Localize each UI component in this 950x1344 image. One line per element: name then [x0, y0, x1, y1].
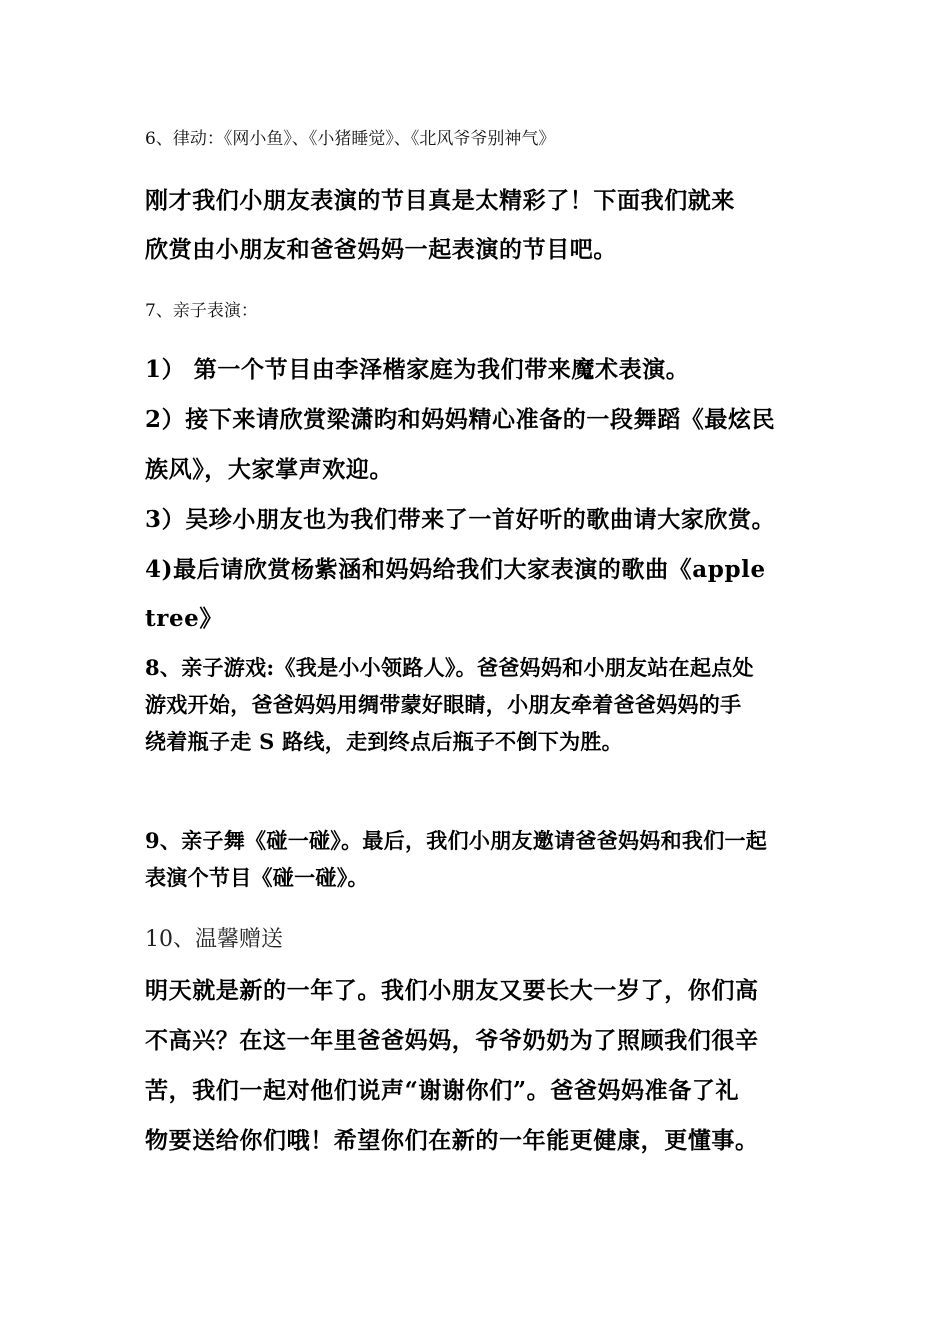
item-8-line-3: 绕着瓶子走 S 路线，走到终点后瓶子不倒下为胜。: [145, 729, 623, 754]
item-7-line-4: 3）吴珍小朋友也为我们带来了一首好听的歌曲请大家欣赏。: [145, 506, 776, 533]
item-7-line-3: 族风》，大家掌声欢迎。: [145, 456, 394, 483]
item-9-line-2: 表演个节目《碰一碰》。: [145, 865, 369, 890]
item-10-line-2: 不高兴？在这一年里爸爸妈妈，爷爷奶奶为了照顾我们很辛: [145, 1027, 759, 1054]
item-7-line-2: 2）接下来请欣赏梁潇昀和妈妈精心准备的一段舞蹈《最炫民: [145, 406, 776, 433]
item-8-line-1: 8、亲子游戏:《我是小小领路人》。爸爸妈妈和小朋友站在起点处: [145, 655, 754, 680]
item-6-rhythm: 6、律动：《网小鱼》、《小猪睡觉》、《北风爷爷别神气》: [145, 129, 556, 149]
item-7-line-1: 1） 第一个节目由李泽楷家庭为我们带来魔术表演。: [145, 356, 690, 383]
item-9-line-1: 9、亲子舞《碰一碰》。最后，我们小朋友邀请爸爸妈妈和我们一起: [145, 828, 768, 853]
intro-line-2: 欣赏由小朋友和爸爸妈妈一起表演的节目吧。: [145, 236, 617, 263]
item-7-line-6: tree》: [145, 605, 224, 632]
item-10-line-4: 物要送给你们哦！希望你们在新的一年能更健康，更懂事。: [145, 1127, 759, 1154]
item-7-heading: 7、亲子表演：: [145, 301, 258, 321]
item-7-line-5: 4)最后请欣赏杨紫涵和妈妈给我们大家表演的歌曲《apple: [145, 556, 766, 583]
item-8-line-2: 游戏开始，爸爸妈妈用绸带蒙好眼睛，小朋友牵着爸爸妈妈的手: [145, 692, 742, 717]
item-10-heading: 10、温馨赠送: [145, 927, 283, 952]
intro-line-1: 刚才我们小朋友表演的节目真是太精彩了！下面我们就来: [145, 187, 735, 214]
item-10-line-3: 苦，我们一起对他们说声“谢谢你们”。爸爸妈妈准备了礼: [145, 1077, 740, 1104]
item-10-line-1: 明天就是新的一年了。我们小朋友又要长大一岁了，你们高: [145, 977, 759, 1004]
